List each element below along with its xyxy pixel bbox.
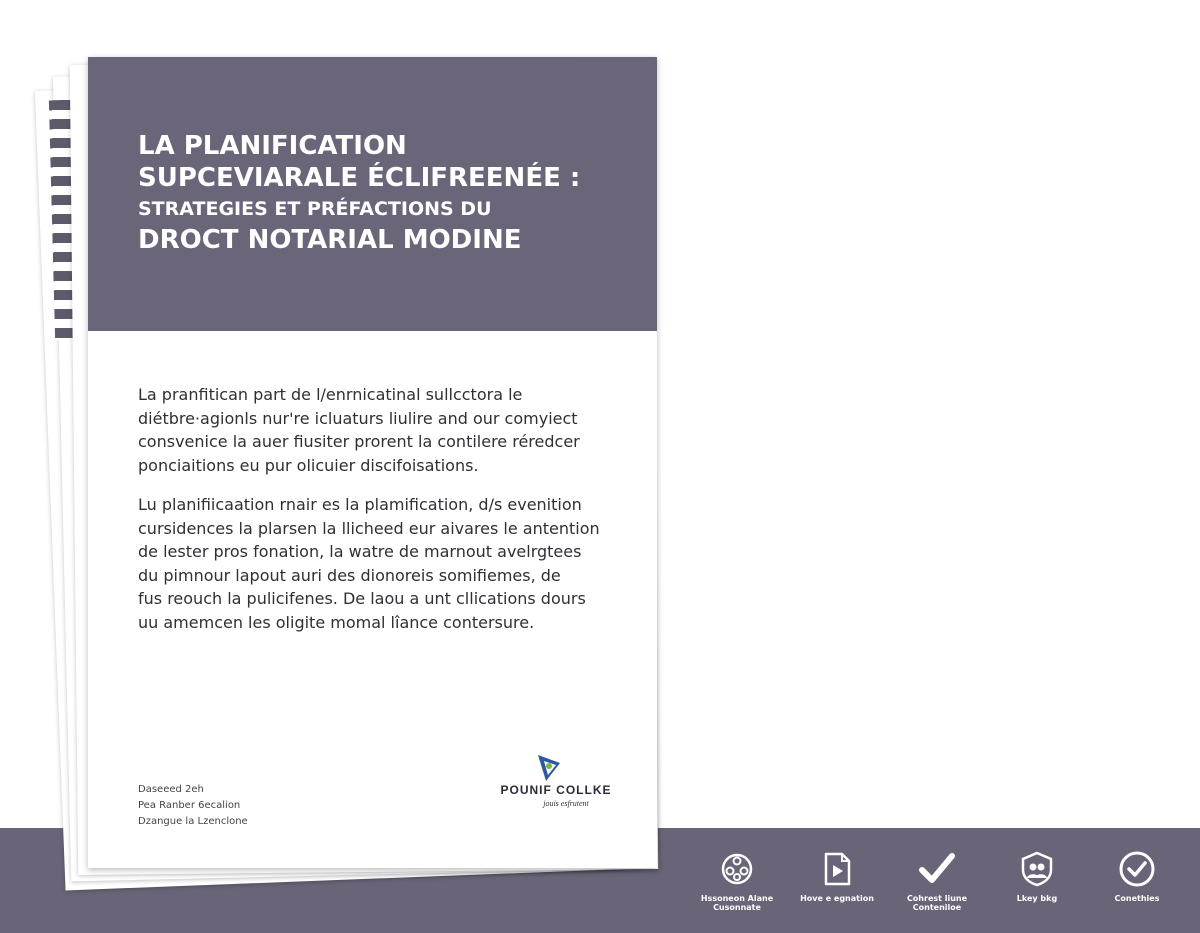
- toolbar-label: Hove e egnation: [800, 894, 874, 903]
- title-line: SUPCEVIARALE ÉCLIFREENÉE :: [138, 163, 581, 193]
- network-icon: [718, 850, 756, 888]
- users-shield-icon: [1018, 850, 1056, 888]
- document-meta: [138, 782, 248, 830]
- toolbar-label: Conethies: [1114, 894, 1160, 903]
- meta-line: Pea Ranber 6ecalion: [138, 800, 241, 811]
- body-paragraph: Lu planifiicaation rnair es la plamification, d/s evenition cursidences la plarsen la llicheed eur aivares le antention de lester pros fonation, la watre de marnout avelrgtees du pimnour lapout auri des dionoreis somifiemes, de fus reouch la pulicifenes. De laou a unt cllications dours uu amemcen les oligite momal lîance contersure.: [138, 495, 600, 632]
- toolbar-item-network[interactable]: [699, 850, 775, 912]
- title-line: DROCT NOTARIAL MODINE: [138, 225, 522, 255]
- document-title: [138, 130, 638, 256]
- meta-line: Dzangue la Lzenclone: [138, 816, 248, 827]
- document-front-page: [88, 57, 657, 868]
- toolbar-item-check[interactable]: [899, 850, 975, 912]
- toolbar-item-users[interactable]: [999, 850, 1075, 903]
- play-file-icon: [818, 850, 856, 888]
- title-line: STRATEGIES ET PRÉFACTIONS DU: [138, 198, 492, 220]
- publisher-logo: [496, 753, 616, 823]
- document-body: [138, 383, 618, 650]
- toolbar-label: Cohrest liune Conteniloe: [906, 894, 968, 912]
- logo-mark-icon: [534, 753, 564, 783]
- title-line: LA PLANIFICATION: [138, 131, 407, 161]
- toolbar-item-check-circle[interactable]: [1099, 850, 1175, 903]
- checkmark-icon: [918, 850, 956, 888]
- body-paragraph: La pranfitican part de l/enrnicatinal sullcctora le diétbre·agionls nur're icluaturs liulire and our comyiect consvenice la auer fiusiter prorent la contilere réredcer ponciaitions eu pur olicuier discifoisations.: [138, 385, 580, 475]
- toolbar-label: Hssoneon Alane Cusonnate: [700, 894, 774, 912]
- toolbar-label: Lkey bkg: [1016, 894, 1058, 903]
- logo-name: POUNIF COLLKE: [500, 783, 612, 797]
- check-circle-icon: [1118, 850, 1156, 888]
- toolbar-item-play[interactable]: [799, 850, 875, 903]
- logo-tagline: jouis esfrutent: [543, 799, 589, 808]
- meta-line: Daseeed 2eh: [138, 784, 204, 795]
